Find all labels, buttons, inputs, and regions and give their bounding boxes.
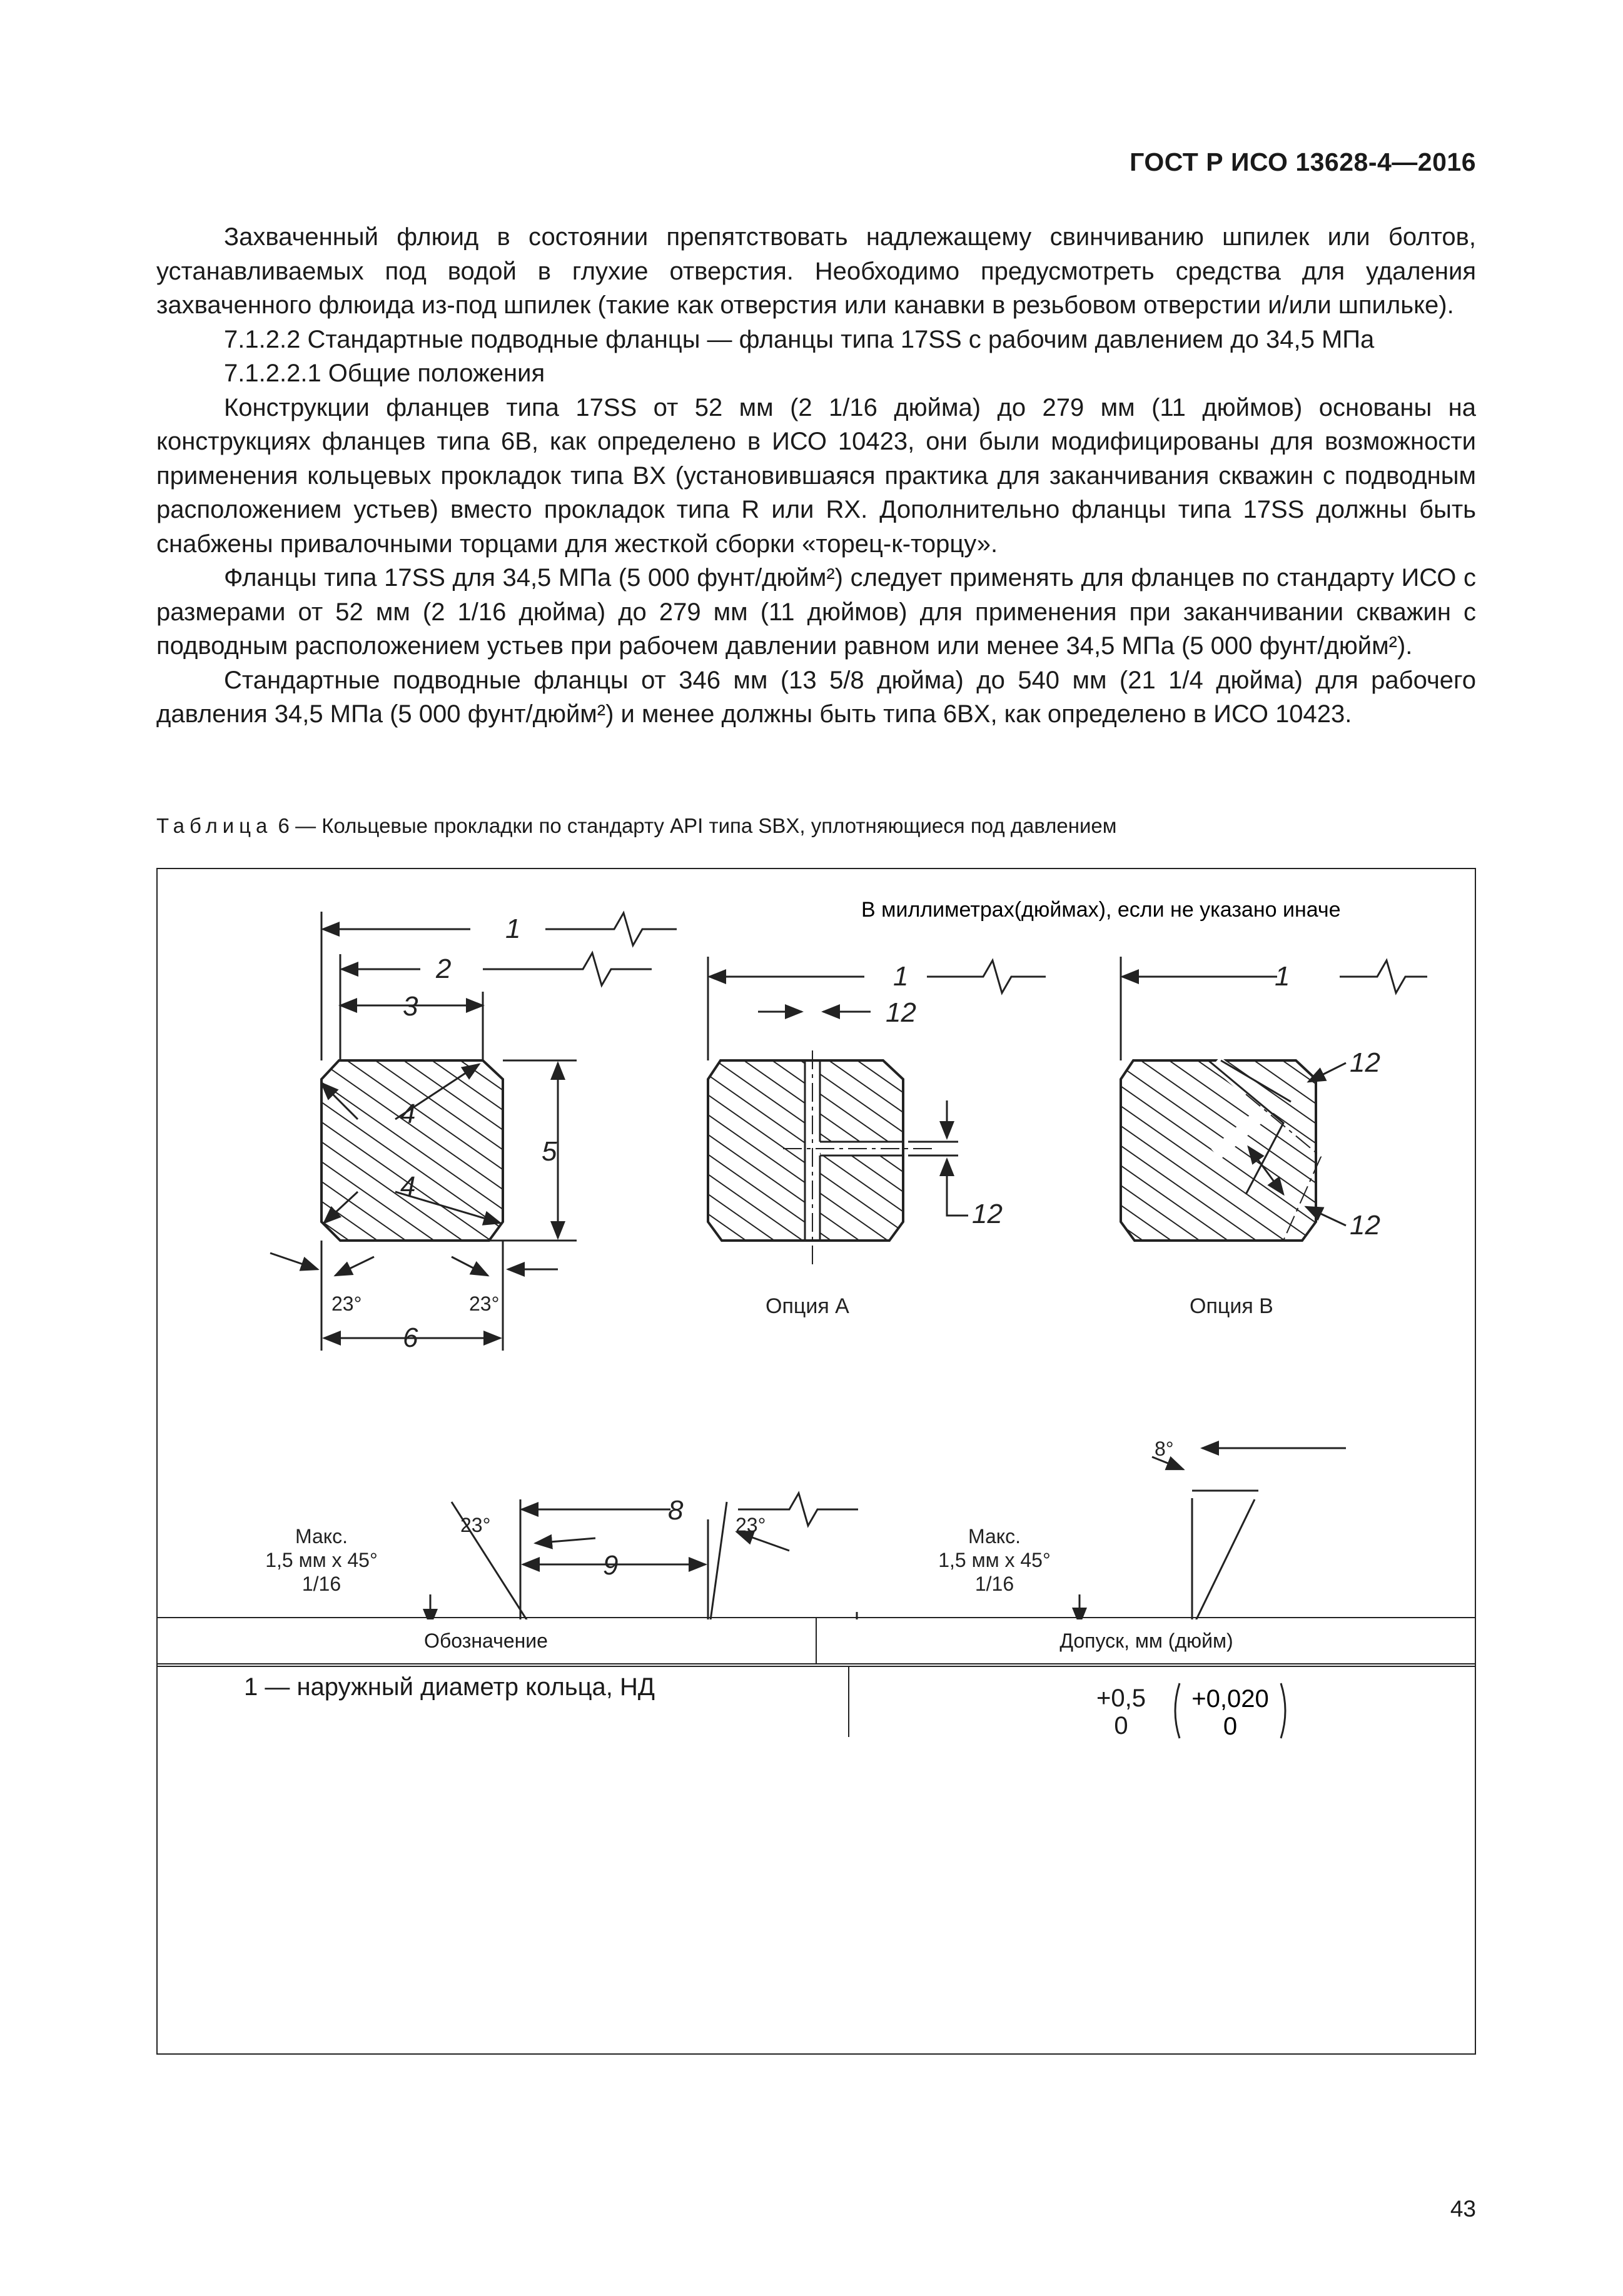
label-5: 5 <box>542 1136 557 1167</box>
tolerance-upper: +0,5 <box>1096 1684 1146 1712</box>
label-6: 6 <box>403 1322 418 1353</box>
paragraph: Фланцы типа 17SS для 34,5 МПа (5 000 фунт/дюйм²) следует применять для фланцев по стандарту ИСО с размерами от 52 мм (2 1/16 дюйма) до 279 мм (11 дюймов) для применения при заканчивании скважин с подводным расположением устьев при рабочем давлении равном или менее 34,5 МПа (5 000 фунт/дюйм²). <box>156 564 1476 660</box>
max-chamfer-left <box>265 1525 378 1595</box>
body-text <box>156 220 1476 732</box>
label-1: 1 <box>505 914 521 944</box>
gasket-option-b <box>1121 957 1427 1241</box>
gasket-drawing <box>158 869 1477 1619</box>
max-chamfer-line: 1/16 <box>301 1573 341 1595</box>
max-chamfer-line: 1,5 мм х 45° <box>938 1549 1051 1571</box>
label-8: 8 <box>668 1495 684 1526</box>
table-row <box>156 1666 1476 1740</box>
label-9: 9 <box>603 1550 619 1581</box>
tolerance-table <box>156 1617 1476 2055</box>
table-header-row <box>156 1617 1476 1664</box>
labels-groove <box>326 1495 741 1619</box>
column-header: Обозначение <box>156 1618 817 1663</box>
label-1: 1 <box>1275 961 1290 992</box>
paragraph: Захваченный флюид в состоянии препятствовать надлежащему свинчиванию шпилек или болтов, устанавливаемых под водой в глухие отверстия. Необходимо предусмотреть средства для удаления захваченного флюида из-под шпилек (такие как отверстия или канавки в резьбовом отверстии и/или шпильке). <box>156 223 1476 319</box>
tolerance-cell <box>849 1667 1476 1740</box>
option-a-label: Опция А <box>766 1294 849 1318</box>
label-12: 12 <box>1350 1047 1380 1078</box>
label-1: 1 <box>893 961 909 992</box>
gasket-section-main <box>270 912 677 1351</box>
label-2: 2 <box>436 954 452 984</box>
groove-section <box>339 1493 906 1619</box>
max-chamfer-right <box>938 1525 1051 1595</box>
angle-label: 23° <box>736 1514 766 1536</box>
label-12: 12 <box>972 1199 1003 1229</box>
label-4: 4 <box>400 1099 416 1129</box>
table-caption <box>156 814 1116 838</box>
max-chamfer-line: Макс. <box>968 1525 1021 1548</box>
angle-label-8: 8° <box>1155 1438 1174 1460</box>
angle-label: 23° <box>460 1514 491 1536</box>
clause-heading: 7.1.2.2.1 Общие положения <box>224 360 545 387</box>
column-header: Допуск, мм (дюйм) <box>1059 1629 1233 1652</box>
tolerance-lower: 0 <box>1223 1713 1238 1740</box>
caption-text: 6 — Кольцевые прокладки по стандарту API типа SBX, уплотняющиеся под давлением <box>272 814 1117 837</box>
angle-label: 23° <box>469 1292 500 1315</box>
max-chamfer-line: 1,5 мм х 45° <box>265 1549 378 1571</box>
angle-label: 23° <box>331 1292 362 1315</box>
groove-detail-right <box>1058 1448 1346 1619</box>
paragraph: Стандартные подводные фланцы от 346 мм (13 5/8 дюйма) до 540 мм (21 1/4 дюйма) для рабочего давления 34,5 МПа (5 000 фунт/дюйм²) и менее должны быть типа 6BX, как определено в ИСО 10423. <box>156 666 1476 728</box>
units-note: В миллиметрах(дюймах), если не указано иначе <box>861 898 1341 922</box>
page-number: 43 <box>1450 2196 1476 2222</box>
angle-labels-main <box>331 1292 499 1315</box>
max-chamfer-line: Макс. <box>295 1525 348 1548</box>
clause-heading: 7.1.2.2 Стандартные подводные фланцы — фланцы типа 17SS с рабочим давлением до 34,5 МПа <box>224 325 1375 353</box>
tolerance-lower: 0 <box>1114 1712 1128 1740</box>
label-4: 4 <box>400 1171 416 1202</box>
tolerance-upper: +0,020 <box>1191 1685 1269 1713</box>
label-12: 12 <box>1350 1210 1380 1241</box>
label-12: 12 <box>886 997 916 1028</box>
max-chamfer-line: 1/16 <box>974 1573 1014 1595</box>
caption-prefix: Таблица <box>156 814 273 837</box>
paragraph: Конструкции фланцев типа 17SS от 52 мм (2 1/16 дюйма) до 279 мм (11 дюймов) основаны на конструкциях фланцев типа 6B, как определено в ИСО 10423, они были модифицированы для возможности применения кольцевых прокладок типа BX (установившаяся практика для заканчивания скважин с подводным расположением устьев) вместо прокладок типа R или RX. Дополнительно фланцы типа 17SS должны быть снабжены привалочными торцами для жесткой сборки «торец-к-торцу». <box>156 393 1476 558</box>
designation-cell: 1 — наружный диаметр кольца, НД <box>156 1667 849 1737</box>
tolerance-inch <box>1171 1681 1290 1741</box>
document-header: ГОСТ Р ИСО 13628-4—2016 <box>1130 148 1476 176</box>
label-3: 3 <box>403 991 418 1022</box>
tolerance-mm <box>1096 1684 1146 1740</box>
option-b-label: Опция В <box>1190 1294 1273 1318</box>
